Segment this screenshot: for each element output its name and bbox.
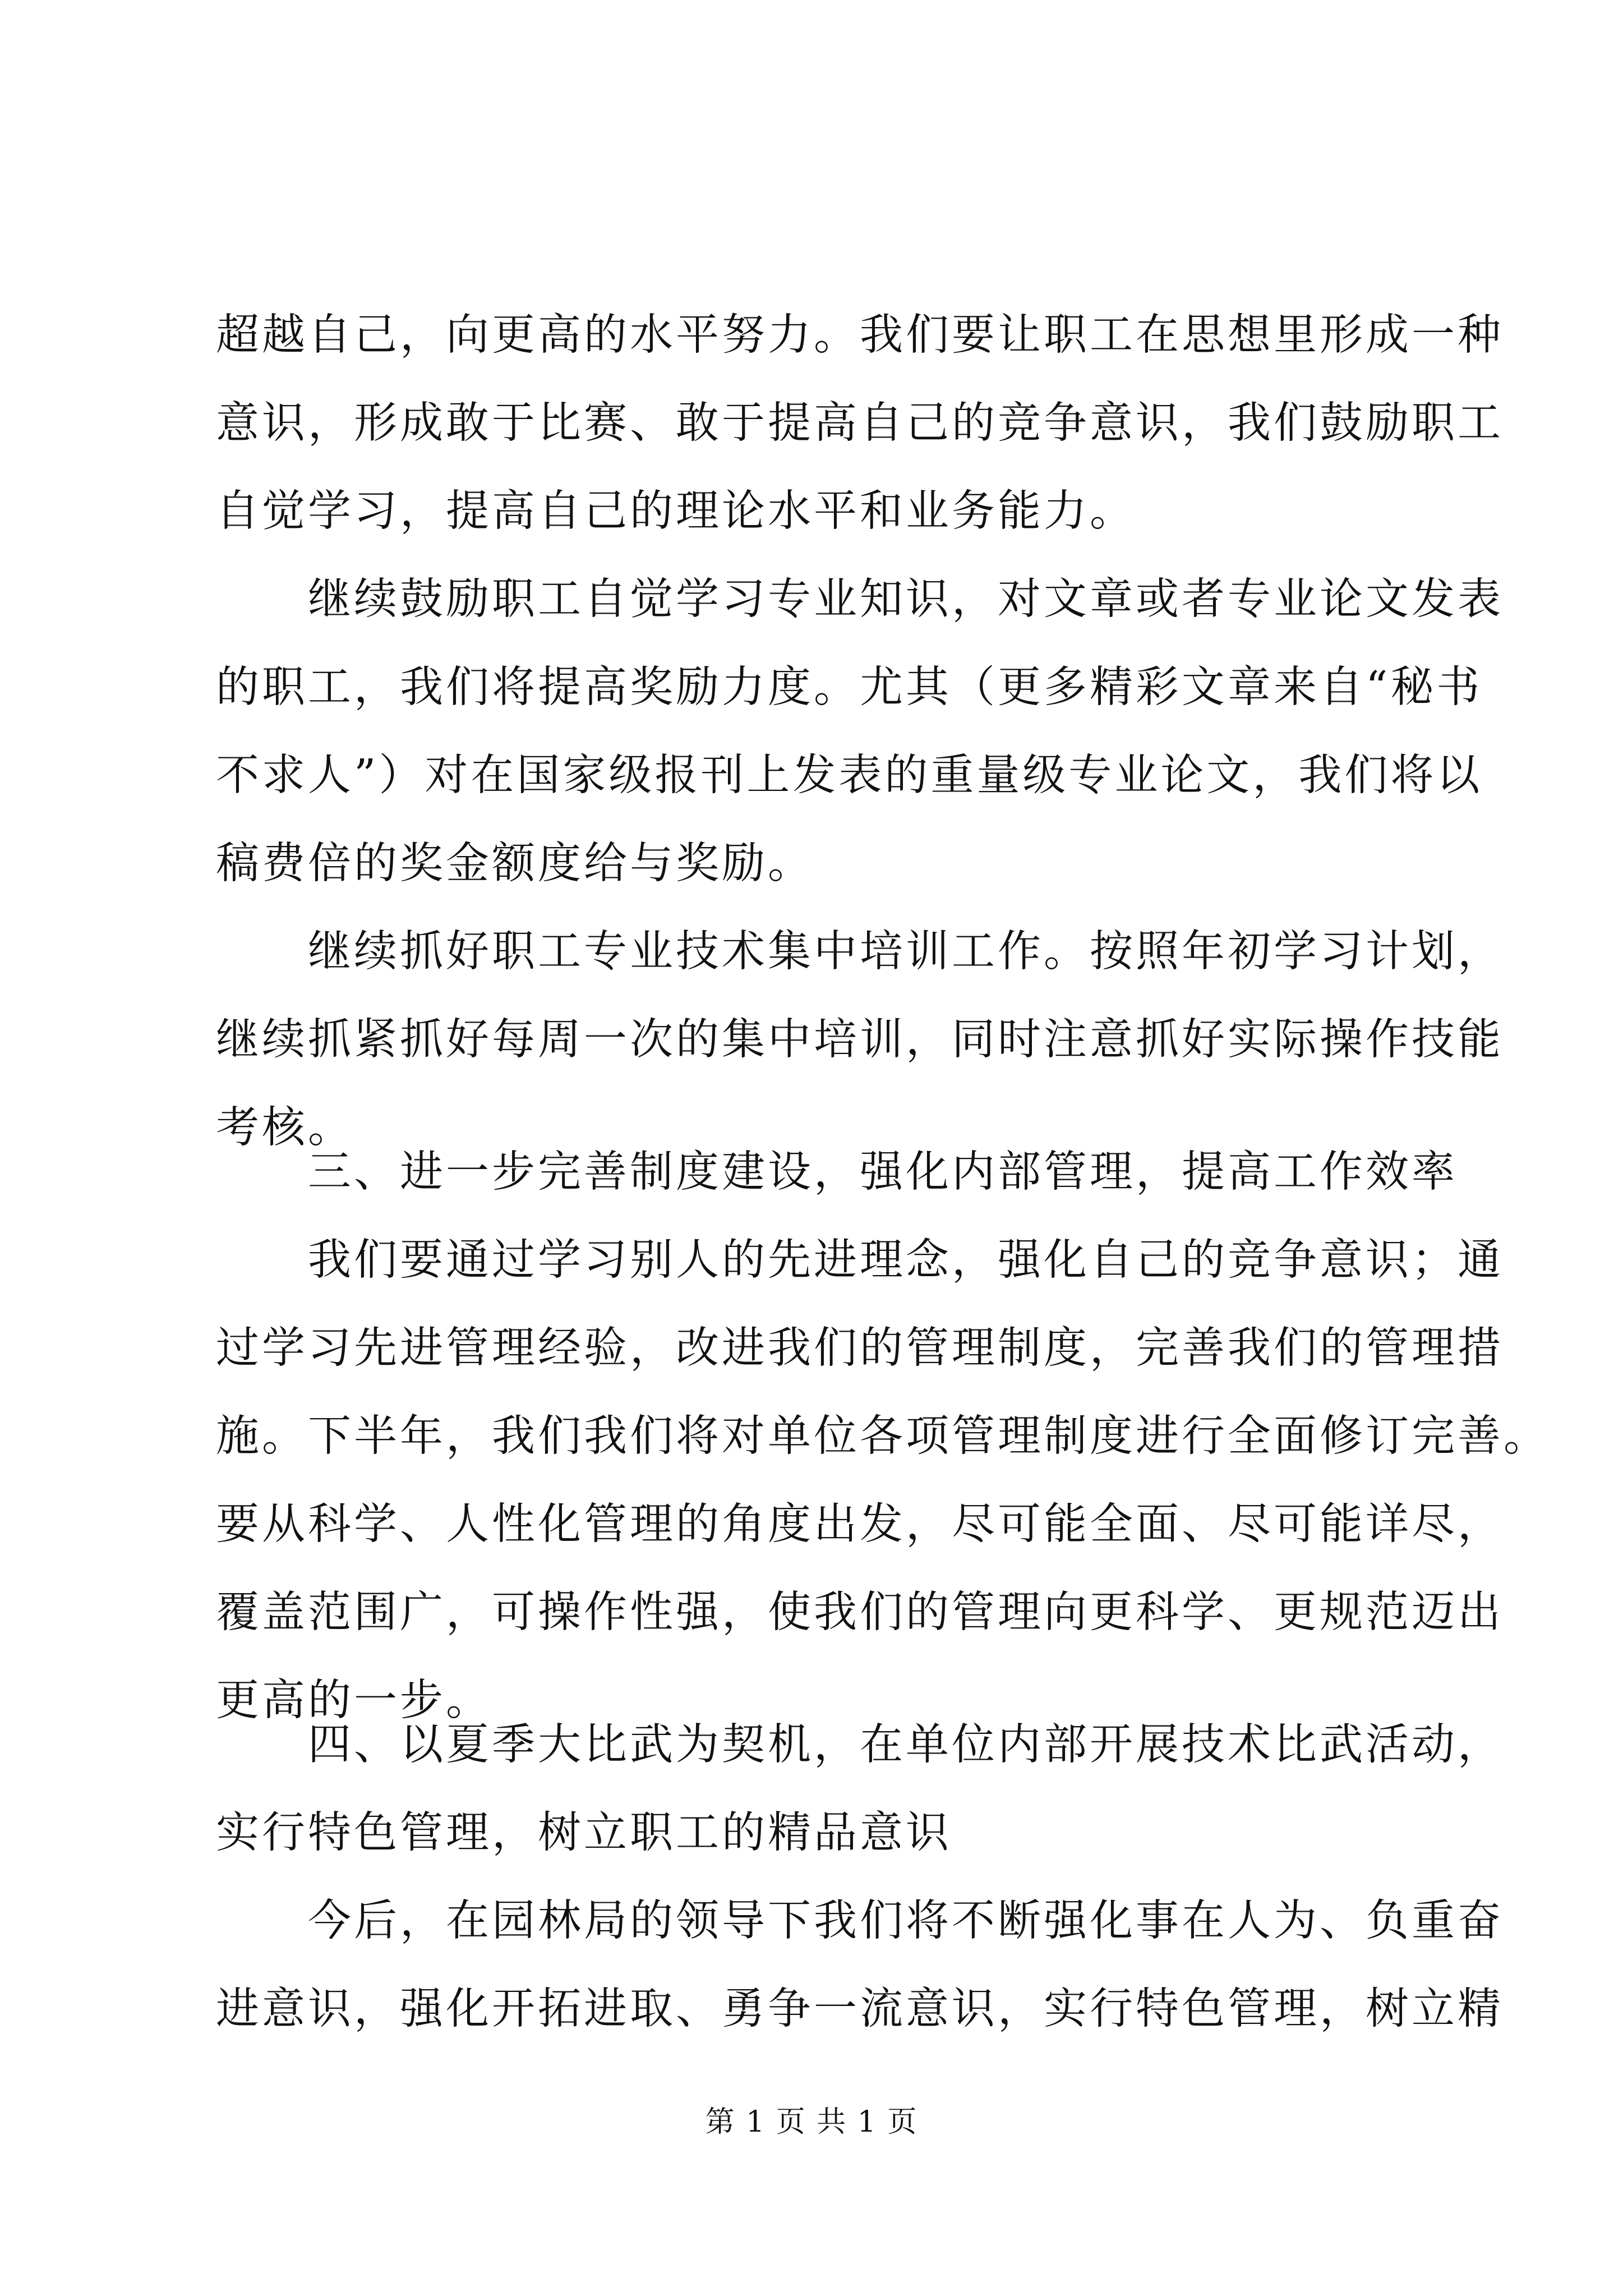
- text-line: 今后，在园林局的领导下我们将不断强化事在人为、负重奋: [216, 1896, 1504, 1946]
- page-footer: 第 1 页 共 1 页: [705, 2105, 918, 2139]
- text-line: 继续抓好职工专业技术集中培训工作。按照年初学习计划，: [216, 927, 1504, 977]
- section-heading: 实行特色管理，树立职工的精品意识: [216, 1808, 952, 1858]
- text-line: 覆盖范围广，可操作性强，使我们的管理向更科学、更规范迈出: [216, 1588, 1504, 1637]
- text-line: 进意识，强化开拓进取、勇争一流意识，实行特色管理，树立精: [216, 1984, 1504, 2034]
- section-heading: 三、进一步完善制度建设，强化内部管理，提高工作效率: [216, 1147, 1458, 1197]
- text-line: 更高的一步。: [216, 1676, 492, 1726]
- text-line: 要从科学、人性化管理的角度出发，尽可能全面、尽可能详尽，: [216, 1499, 1504, 1549]
- text-line: 过学习先进管理经验，改进我们的管理制度，完善我们的管理措: [216, 1323, 1504, 1373]
- text-line: 意识，形成敢于比赛、敢于提高自己的竞争意识，我们鼓励职工: [216, 398, 1504, 448]
- text-line: 的职工，我们将提高奖励力度。尤其（更多精彩文章来自“秘书: [216, 662, 1483, 712]
- text-line: 自觉学习，提高自己的理论水平和业务能力。: [216, 486, 1136, 536]
- text-line: 稿费倍的奖金额度给与奖励。: [216, 839, 814, 889]
- text-line: 我们要通过学习别人的先进理念，强化自己的竞争意识；通: [216, 1235, 1504, 1285]
- text-line: 考核。: [216, 1103, 354, 1153]
- text-line: 继续抓紧抓好每周一次的集中培训，同时注意抓好实际操作技能: [216, 1015, 1504, 1065]
- text-line: 施。下半年，我们我们将对单位各项管理制度进行全面修订完善。: [216, 1411, 1550, 1461]
- text-line: 超越自己，向更高的水平努力。我们要让职工在思想里形成一种: [216, 310, 1504, 360]
- text-line: 不求人”）对在国家级报刊上发表的重量级专业论文，我们将以: [216, 751, 1483, 800]
- section-heading: 四、以夏季大比武为契机，在单位内部开展技术比武活动，: [216, 1720, 1504, 1770]
- text-line: 继续鼓励职工自觉学习专业知识，对文章或者专业论文发表: [216, 574, 1504, 624]
